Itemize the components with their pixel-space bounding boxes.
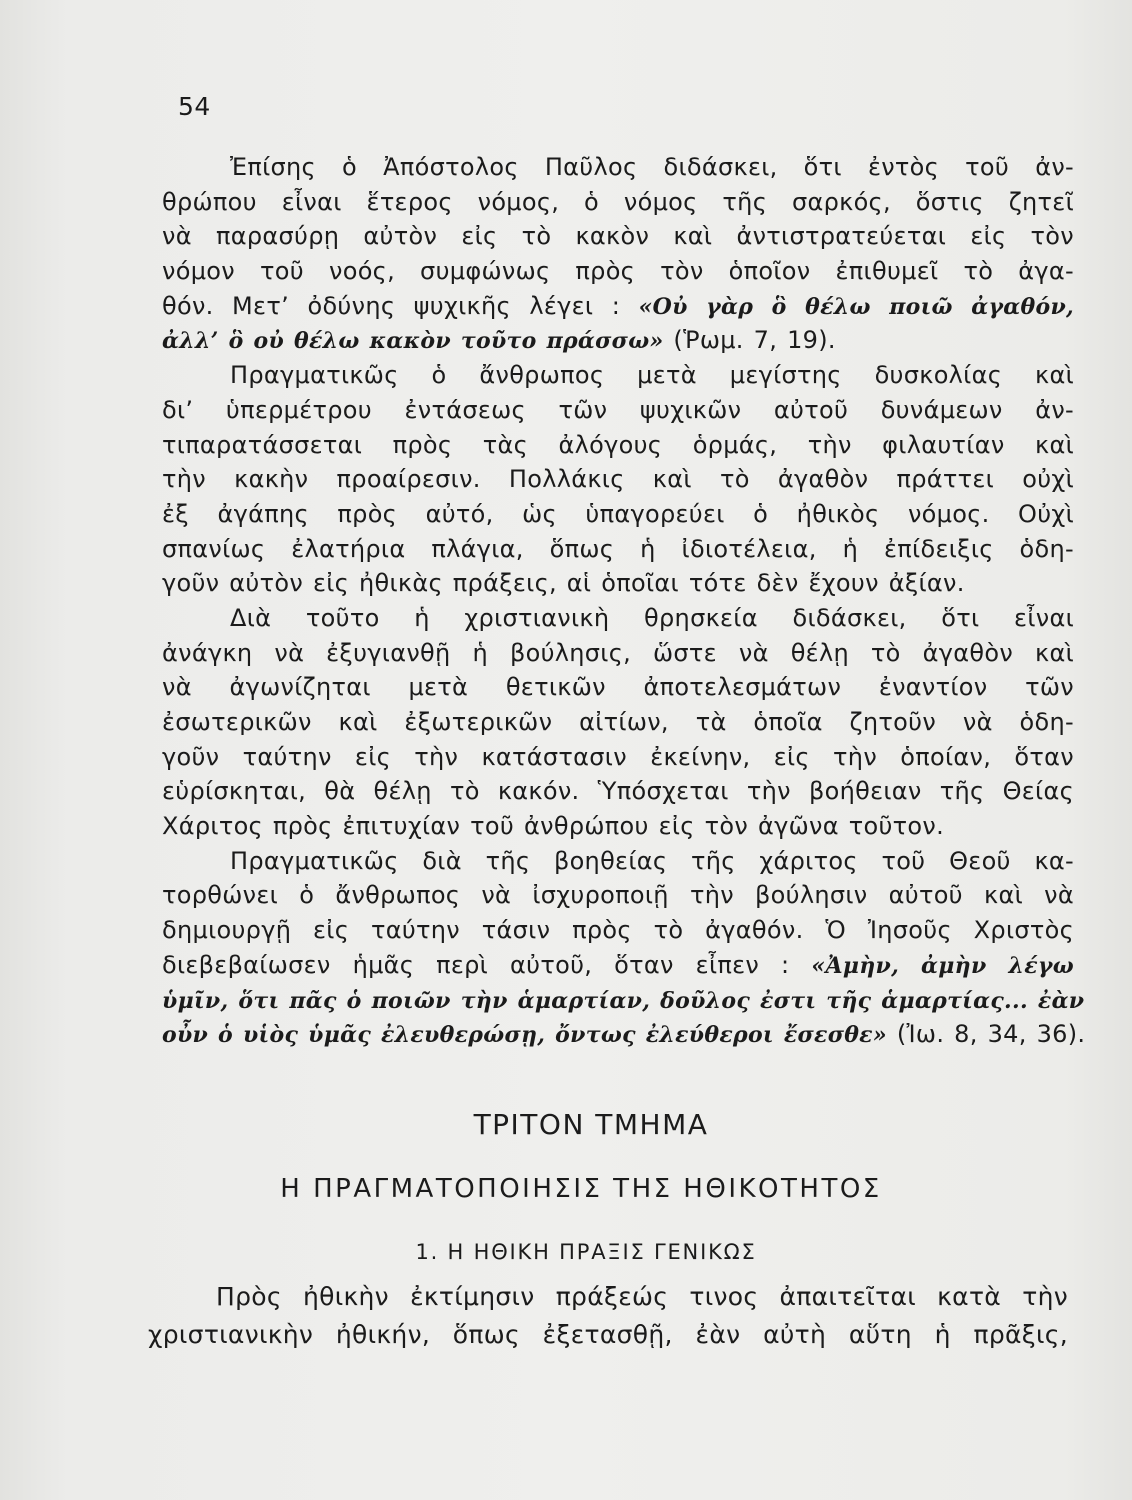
scripture-quote: ὑμῖν, ὅτι πᾶς ὁ ποιῶν τὴν ἁμαρτίαν, δοῦλος ἐστι τῆς ἁμαρτίας... ἐὰν xyxy=(162,987,1085,1014)
line-text: δημιουργῇ εἰς ταύτην τάσιν πρὸς τὸ ἀγαθόν. Ὁ Ἰησοῦς Χριστὸς xyxy=(162,916,1074,945)
text-line xyxy=(162,983,1085,1018)
line-text: σπανίως ἐλατήρια πλάγια, ὅπως ἡ ἰδιοτέλεια, ἡ ἐπίδειξις ὁδη- xyxy=(162,534,1074,563)
line-text: τορθώνει ὁ ἄνθρωπος νὰ ἰσχυροποιῇ τὴν βούλησιν αὐτοῦ καὶ νὰ xyxy=(162,881,1074,910)
line-text: δι’ ὑπερμέτρου ἐντάσεως τῶν ψυχικῶν αὐτοῦ δυνάμεων ἀν- xyxy=(162,395,1074,424)
line-text: γοῦν ταύτην εἰς τὴν κατάστασιν ἐκείνην, εἰς τὴν ὁποίαν, ὅταν xyxy=(162,742,1074,771)
text-line xyxy=(162,358,1074,393)
text-line xyxy=(162,844,1074,879)
text-line xyxy=(162,289,1074,324)
line-text: γοῦν αὐτὸν εἰς ἠθικὰς πράξεις, αἱ ὁποῖαι τότε δὲν ἔχουν ἀξίαν. xyxy=(162,569,965,598)
text-line xyxy=(162,809,1074,844)
part-heading: ΤΡΙΤΟΝ ΤΜΗΜΑ xyxy=(473,1108,709,1141)
text-line xyxy=(162,878,1074,913)
body-text xyxy=(162,150,1086,1052)
line-text: ἐσωτερικῶν καὶ ἐξωτερικῶν αἰτίων, τὰ ὁποῖα ζητοῦν νὰ ὁδη- xyxy=(162,708,1074,736)
line-text: εὑρίσκηται, θὰ θέλῃ τὸ κακόν. Ὑπόσχεται τὴν βοήθειαν τῆς Θείας xyxy=(162,777,1074,806)
line-text: ἀνάγκη νὰ ἐξυγιανθῇ ἡ βούλησις, ὥστε νὰ θέλῃ τὸ ἀγαθὸν καὶ xyxy=(162,638,1074,667)
text-line xyxy=(148,1278,1068,1316)
line-text: νόμον τοῦ νοός, συμφώνως πρὸς τὸν ὁποῖον ἐπιθυμεῖ τὸ ἀγα- xyxy=(162,257,1074,286)
section-body-text xyxy=(148,1278,1068,1354)
section-heading: 1. Η ΗΘΙΚΗ ΠΡΑΞΙΣ ΓΕΝΙΚΩΣ xyxy=(415,1240,757,1264)
line-text: Πρὸς ἠθικὴν ἐκτίμησιν πράξεώς τινος ἀπαιτεῖται κατὰ τὴν xyxy=(216,1282,1068,1311)
text-line xyxy=(162,913,1074,948)
text-line xyxy=(162,948,1074,983)
text-line xyxy=(162,323,1074,358)
text-line xyxy=(162,670,1074,705)
line-text: τιπαρατάσσεται πρὸς τὰς ἀλόγους ὁρμάς, τὴν φιλαυτίαν καὶ xyxy=(162,430,1074,459)
line-text: Χάριτος πρὸς ἐπιτυχίαν τοῦ ἀνθρώπου εἰς τὸν ἀγῶνα τοῦτον. xyxy=(162,812,945,841)
line-text: Πραγματικῶς διὰ τῆς βοηθείας τῆς χάριτος τοῦ Θεοῦ κα- xyxy=(230,846,1074,875)
paragraph xyxy=(162,844,1086,1052)
text-line xyxy=(162,705,1074,740)
text-line xyxy=(162,532,1074,567)
line-text: Διὰ τοῦτο ἡ χριστιανικὴ θρησκεία διδάσκει, ὅτι εἶναι xyxy=(230,603,1074,632)
line-text: διεβεβαίωσεν ἡμᾶς περὶ αὐτοῦ, ὅταν εἶπεν : xyxy=(162,950,790,979)
text-line xyxy=(162,636,1074,671)
page-number: 54 xyxy=(178,92,211,121)
scripture-quote: οὖν ὁ υἱὸς ὑμᾶς ἐλευθερώσῃ, ὄντως ἐλεύθεροι ἔσεσθε» xyxy=(162,1022,887,1049)
text-line xyxy=(148,1316,1068,1354)
scripture-reference: (Ἰω. 8, 34, 36). xyxy=(886,1020,1086,1049)
scripture-reference: (Ῥωμ. 7, 19). xyxy=(663,326,836,355)
text-line xyxy=(162,254,1074,289)
line-text: νὰ παρασύρῃ αὐτὸν εἰς τὸ κακὸν καὶ ἀντιστρατεύεται εἰς τὸν xyxy=(162,222,1074,251)
text-line xyxy=(162,462,1074,497)
text-line xyxy=(162,601,1074,636)
paragraph xyxy=(162,358,1074,601)
line-text: χριστιανικὴν ἠθικήν, ὅπως ἐξετασθῇ, ἐὰν αὐτὴ αὕτη ἡ πρᾶξις, xyxy=(148,1320,1068,1349)
line-text: θρώπου εἶναι ἕτερος νόμος, ὁ νόμος τῆς σαρκός, ὅστις ζητεῖ xyxy=(162,187,1074,216)
text-line xyxy=(162,740,1074,775)
text-line xyxy=(162,497,1074,532)
text-line xyxy=(162,774,1074,809)
paragraph xyxy=(162,150,1074,358)
text-line xyxy=(162,566,1074,601)
paragraph xyxy=(162,601,1074,844)
line-text: Πραγματικῶς ὁ ἄνθρωπος μετὰ μεγίστης δυσκολίας καὶ xyxy=(230,361,1074,390)
line-text: τὴν κακὴν προαίρεσιν. Πολλάκις καὶ τὸ ἀγαθὸν πράττει οὐχὶ xyxy=(162,465,1074,494)
scripture-quote: «Ἀμὴν, ἀμὴν λέγω xyxy=(811,952,1074,979)
text-line xyxy=(162,150,1074,185)
text-line xyxy=(162,185,1074,220)
scripture-quote: ἀλλ’ ὃ οὐ θέλω κακὸν τοῦτο πράσσω» xyxy=(162,328,664,355)
text-line xyxy=(162,219,1074,254)
line-text: ἐξ ἀγάπης πρὸς αὐτό, ὡς ὑπαγορεύει ὁ ἠθικὸς νόμος. Οὐχὶ xyxy=(162,499,1074,528)
line-text: Ἐπίσης ὁ Ἀπόστολος Παῦλος διδάσκει, ὅτι ἐντὸς τοῦ ἀν- xyxy=(230,153,1074,181)
chapter-heading: Η ΠΡΑΓΜΑΤΟΠΟΙΗΣΙΣ ΤΗΣ ΗΘΙΚΟΤΗΤΟΣ xyxy=(280,1174,882,1204)
text-line xyxy=(162,428,1074,463)
line-text: νὰ ἀγωνίζηται μετὰ θετικῶν ἀποτελεσμάτων ἐναντίον τῶν xyxy=(162,673,1074,702)
scripture-quote: «Οὐ γὰρ ὃ θέλω ποιῶ ἀγαθόν, xyxy=(638,293,1074,320)
text-line xyxy=(162,393,1074,428)
line-text: θόν. Μετ’ ὀδύνης ψυχικῆς λέγει : xyxy=(162,291,621,320)
text-line xyxy=(162,1017,1086,1052)
